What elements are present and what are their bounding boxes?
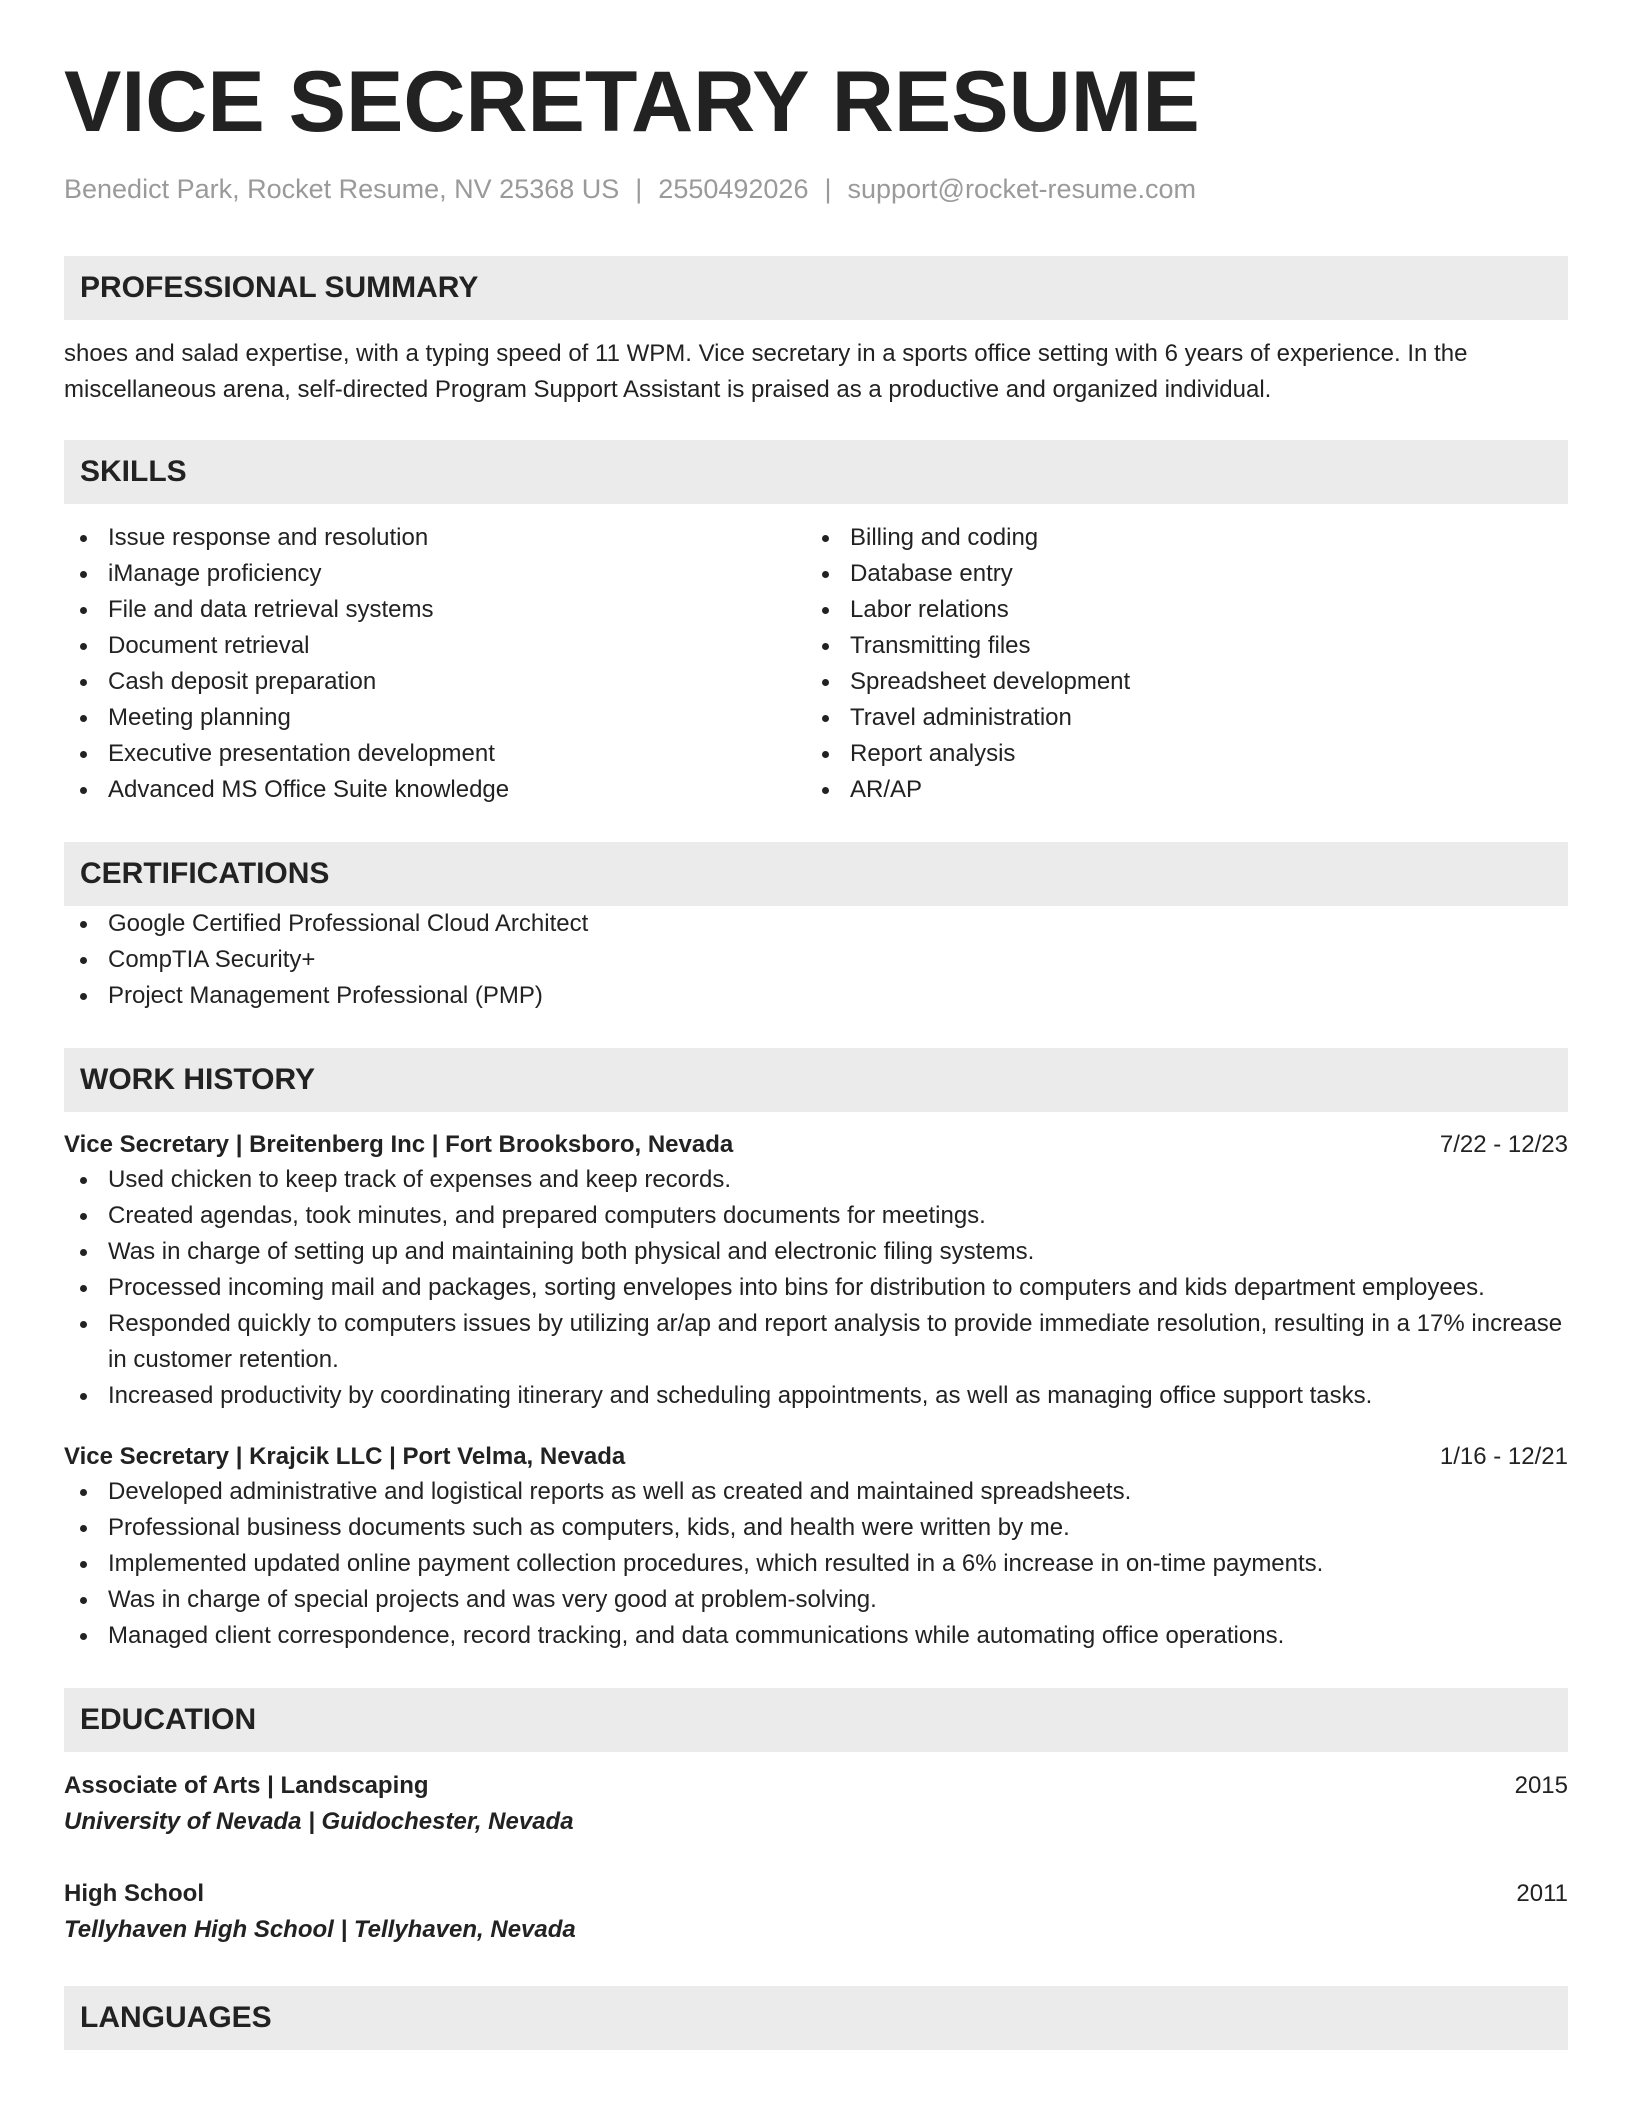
education-year: 2015 — [1514, 1772, 1568, 1799]
job-bullet: Responded quickly to computers issues by utilizing ar/ap and report analysis to provide immediate resolution, resulting in a 17% increase in customer retention. — [64, 1306, 1568, 1378]
job-bullets — [64, 1162, 1568, 1414]
job-bullets — [64, 1474, 1568, 1654]
job-bullet: Processed incoming mail and packages, sorting envelopes into bins for distribution to computers and kids department employees. — [64, 1270, 1568, 1306]
job-dates: 7/22 - 12/23 — [1439, 1131, 1568, 1158]
job-bullet: Implemented updated online payment collection procedures, which resulted in a 6% increase in on-time payments. — [64, 1546, 1568, 1582]
contact-phone: 2550492026 — [658, 174, 809, 204]
contact-address: Benedict Park, Rocket Resume, NV 25368 US — [64, 174, 620, 204]
education-heading — [64, 1768, 1568, 1804]
job-bullet: Was in charge of setting up and maintaining both physical and electronic filing systems. — [64, 1234, 1568, 1270]
education-degree: Associate of Arts | Landscaping — [64, 1772, 429, 1799]
skill-item: Executive presentation development — [64, 736, 806, 772]
job-heading — [64, 1440, 1568, 1474]
skill-item: Billing and coding — [806, 520, 1548, 556]
contact-separator: | — [635, 174, 643, 204]
section-header-languages: LANGUAGES — [64, 1986, 1568, 2050]
skill-item: Travel administration — [806, 700, 1548, 736]
section-header-work-history: WORK HISTORY — [64, 1048, 1568, 1112]
resume-title: VICE SECRETARY RESUME — [64, 54, 1200, 150]
section-header-education: EDUCATION — [64, 1688, 1568, 1752]
certification-item: Project Management Professional (PMP) — [64, 978, 1568, 1014]
job-heading — [64, 1128, 1568, 1162]
job-title: Vice Secretary | Krajcik LLC | Port Velma, Nevada — [64, 1443, 626, 1470]
contact-line — [64, 172, 1568, 206]
section-header-summary: PROFESSIONAL SUMMARY — [64, 256, 1568, 320]
skills-column-right — [806, 520, 1548, 808]
skill-item: Database entry — [806, 556, 1548, 592]
skill-item: AR/AP — [806, 772, 1548, 808]
job-bullet: Increased productivity by coordinating itinerary and scheduling appointments, as well as managing office support tasks. — [64, 1378, 1568, 1414]
skill-item: Advanced MS Office Suite knowledge — [64, 772, 806, 808]
certification-item: Google Certified Professional Cloud Architect — [64, 906, 1568, 942]
skill-item: Transmitting files — [806, 628, 1548, 664]
contact-email: support@rocket-resume.com — [847, 174, 1197, 204]
education-heading — [64, 1876, 1568, 1912]
education-year: 2011 — [1516, 1880, 1568, 1907]
education-degree: High School — [64, 1880, 204, 1907]
job-bullet: Managed client correspondence, record tracking, and data communications while automating office operations. — [64, 1618, 1568, 1654]
skill-item: Cash deposit preparation — [64, 664, 806, 700]
section-header-certifications: CERTIFICATIONS — [64, 842, 1568, 906]
job-bullet: Created agendas, took minutes, and prepared computers documents for meetings. — [64, 1198, 1568, 1234]
contact-separator: | — [824, 174, 832, 204]
certifications-list — [64, 906, 1568, 1014]
summary-text: shoes and salad expertise, with a typing speed of 11 WPM. Vice secretary in a sports office setting with 6 years of experience. In the miscellaneous arena, self-directed Program Support Assistant is praised as a productive and organized individual. — [64, 340, 1468, 403]
skill-item: Meeting planning — [64, 700, 806, 736]
job-bullet: Developed administrative and logistical reports as well as created and maintained spreadsheets. — [64, 1474, 1568, 1510]
skill-item: Document retrieval — [64, 628, 806, 664]
job-bullet: Professional business documents such as computers, kids, and health were written by me. — [64, 1510, 1568, 1546]
job-bullet: Used chicken to keep track of expenses and keep records. — [64, 1162, 1568, 1198]
certification-item: CompTIA Security+ — [64, 942, 1568, 978]
skill-item: File and data retrieval systems — [64, 592, 806, 628]
skills-list-left — [64, 520, 806, 808]
skill-item: Report analysis — [806, 736, 1548, 772]
skill-item: Labor relations — [806, 592, 1548, 628]
skills-column-left — [64, 520, 806, 808]
skill-item: Spreadsheet development — [806, 664, 1548, 700]
job-bullet: Was in charge of special projects and was very good at problem-solving. — [64, 1582, 1568, 1618]
section-header-skills: SKILLS — [64, 440, 1568, 504]
job-title: Vice Secretary | Breitenberg Inc | Fort Brooksboro, Nevada — [64, 1131, 734, 1158]
education-school: University of Nevada | Guidochester, Nevada — [64, 1808, 574, 1835]
education-school: Tellyhaven High School | Tellyhaven, Nevada — [64, 1916, 576, 1943]
skills-list-right — [806, 520, 1548, 808]
skill-item: Issue response and resolution — [64, 520, 806, 556]
skill-item: iManage proficiency — [64, 556, 806, 592]
skills-grid — [64, 520, 1568, 808]
job-dates: 1/16 - 12/21 — [1439, 1443, 1568, 1470]
